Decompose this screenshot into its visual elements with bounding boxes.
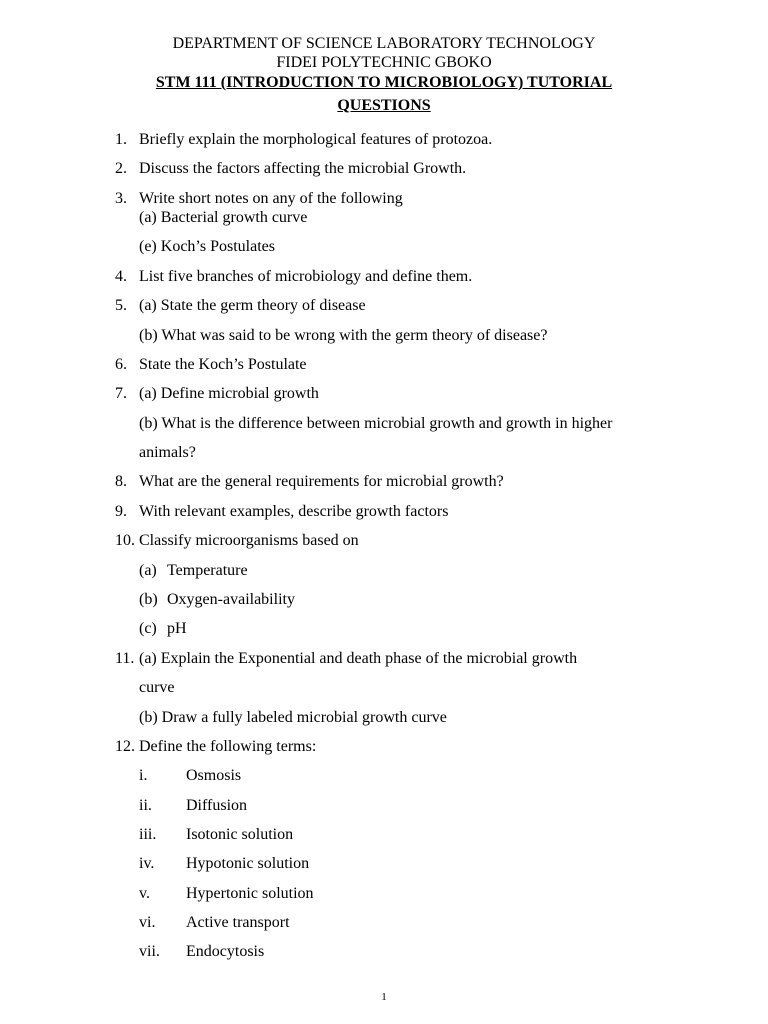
sub-item-label: iii. [139, 826, 157, 843]
question-text: (a) State the germ theory of disease [139, 297, 366, 314]
question-text: Discuss the factors affecting the microbial Growth. [139, 160, 467, 177]
question-text: List five branches of microbiology and define them. [139, 268, 473, 285]
sub-item-label: i. [139, 767, 148, 784]
question-text: animals? [139, 444, 196, 461]
question-text: Define the following terms: [139, 738, 317, 755]
sub-item-text: Diffusion [186, 797, 248, 814]
question-text: (b) Draw a fully labeled microbial growth curve [139, 709, 447, 726]
question-number: 1. [115, 131, 127, 148]
sub-item-text: Isotonic solution [186, 826, 294, 843]
sub-item-text: Hypotonic solution [186, 855, 310, 872]
question-number: 11. [115, 650, 135, 667]
question-number: 4. [115, 268, 127, 285]
sub-item-text: Hypertonic solution [186, 885, 314, 902]
question-text: Briefly explain the morphological features of protozoa. [139, 131, 493, 148]
sub-item-text: pH [167, 620, 187, 637]
sub-item-text: Osmosis [186, 767, 242, 784]
question-number: 7. [115, 385, 127, 402]
course-title-line-2: QUESTIONS [337, 97, 431, 114]
sub-item-text: Endocytosis [186, 943, 265, 960]
school-heading: FIDEI POLYTECHNIC GBOKO [276, 54, 492, 71]
question-text: (e) Koch’s Postulates [139, 238, 275, 255]
course-title-line-1: STM 111 (INTRODUCTION TO MICROBIOLOGY) TUTORIAL [155, 74, 613, 91]
question-number: 8. [115, 473, 127, 490]
question-text: (a) Explain the Exponential and death phase of the microbial growth [139, 650, 578, 667]
question-text: (b) What was said to be wrong with the germ theory of disease? [139, 327, 548, 344]
question-number: 10. [115, 532, 135, 549]
page-number: 1 [381, 991, 387, 1003]
sub-item-label: vi. [139, 914, 156, 931]
question-number: 5. [115, 297, 127, 314]
question-text: State the Koch’s Postulate [139, 356, 307, 373]
sub-item-text: Temperature [167, 562, 248, 579]
question-text: (a) Bacterial growth curve [139, 209, 308, 226]
question-text: What are the general requirements for microbial growth? [139, 473, 504, 490]
question-text: Write short notes on any of the following [139, 190, 403, 207]
sub-item-label: v. [139, 885, 150, 902]
department-heading: DEPARTMENT OF SCIENCE LABORATORY TECHNOLOGY [172, 35, 596, 52]
question-number: 3. [115, 190, 127, 207]
sub-item-label: (c) [139, 620, 157, 637]
sub-item-label: ii. [139, 797, 152, 814]
sub-item-label: iv. [139, 855, 155, 872]
question-number: 9. [115, 503, 127, 520]
sub-item-label: (b) [139, 591, 158, 608]
question-text: curve [139, 679, 175, 696]
question-number: 12. [115, 738, 135, 755]
sub-item-text: Oxygen-availability [167, 591, 295, 608]
question-number: 6. [115, 356, 127, 373]
sub-item-label: (a) [139, 562, 157, 579]
question-text: Classify microorganisms based on [139, 532, 359, 549]
sub-item-text: Active transport [186, 914, 290, 931]
question-text: (a) Define microbial growth [139, 385, 319, 402]
sub-item-label: vii. [139, 943, 160, 960]
question-text: With relevant examples, describe growth factors [139, 503, 449, 520]
question-text: (b) What is the difference between microbial growth and growth in higher [139, 415, 613, 432]
question-number: 2. [115, 160, 127, 177]
